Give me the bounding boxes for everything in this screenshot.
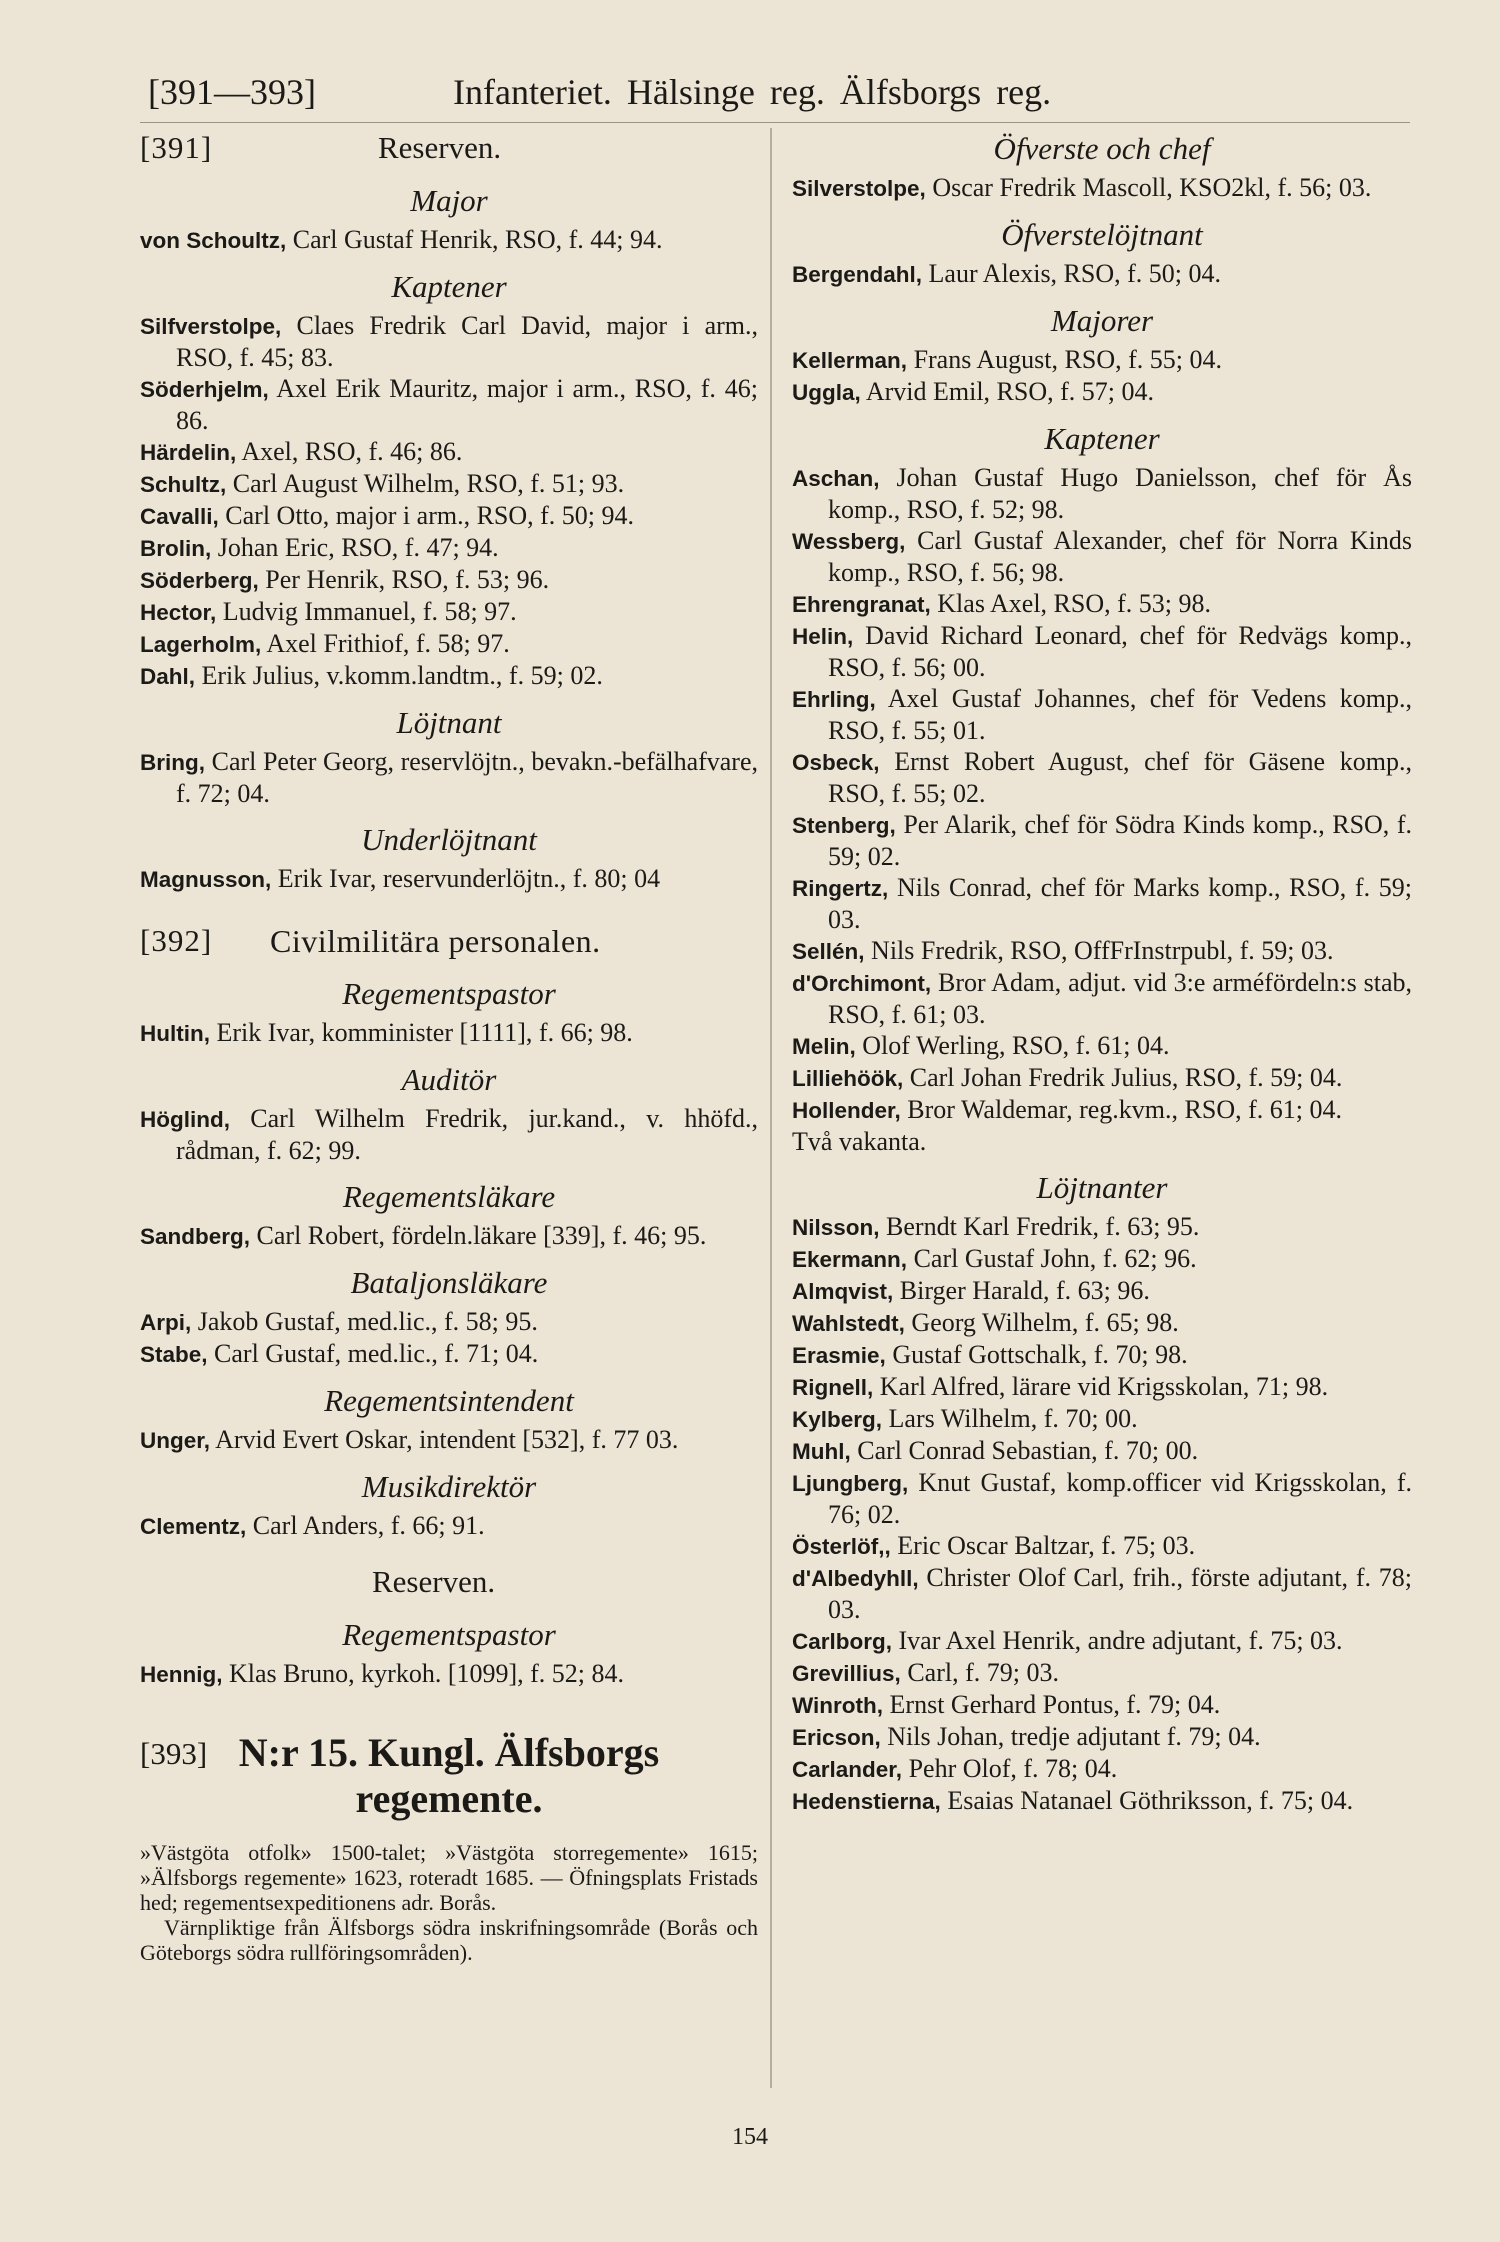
roster-entry (140, 500, 758, 532)
roster-entry (792, 1030, 1412, 1062)
roster-entry (792, 1721, 1412, 1753)
list-lt-colonel (792, 258, 1412, 290)
person-surname: Stenberg, (792, 813, 896, 838)
person-surname: Ehrengranat, (792, 592, 931, 617)
person-details: Ernst Robert August, chef för Gäsene komp., RSO, f. 55; 02. (828, 747, 1412, 808)
person-details: Axel Erik Mauritz, major i arm., RSO, f. 46; 86. (176, 374, 758, 435)
person-details: Oscar Fredrik Mascoll, KSO2kl, f. 56; 03. (932, 173, 1372, 202)
role-heading-intendant: Regementsintendent (324, 1383, 574, 1418)
regiment-title-line-2: regemente. (355, 1776, 543, 1821)
section-number: [393] (140, 1736, 208, 1771)
role-heading-auditor: Auditör (401, 1062, 497, 1097)
roster-entry (140, 628, 758, 660)
person-surname: Österlöf,, (792, 1534, 891, 1559)
person-surname: Ringertz, (792, 876, 889, 901)
person-surname: Silfverstolpe, (140, 314, 282, 339)
roster-entry (792, 462, 1412, 525)
person-details: Carl, f. 79; 03. (907, 1658, 1059, 1687)
person-surname: Söderhjelm, (140, 377, 269, 402)
list-reserve-pastor (140, 1658, 758, 1690)
person-surname: Bring, (140, 750, 205, 775)
roster-entry (792, 746, 1412, 809)
person-surname: Helin, (792, 624, 854, 649)
roster-entry (140, 1220, 758, 1252)
rank-heading-captains: Kaptener (1044, 421, 1160, 456)
person-surname: Cavalli, (140, 504, 219, 529)
person-details: Carl Gustaf Alexander, chef för Norra Kinds komp., RSO, f. 56; 98. (828, 526, 1412, 587)
person-details: Pehr Olof, f. 78; 04. (908, 1754, 1118, 1783)
list-captains (140, 310, 758, 692)
roster-entry (140, 373, 758, 436)
list-intendant (140, 1424, 758, 1456)
roster-entry (792, 1403, 1412, 1435)
section-header-reserve (140, 126, 758, 170)
roster-entry (792, 872, 1412, 935)
person-surname: Hector, (140, 600, 217, 625)
rank-heading-sublieutenant: Underlöjtnant (361, 822, 537, 857)
rank-heading-colonel: Öfverste och chef (993, 131, 1211, 166)
person-surname: Kylberg, (792, 1407, 883, 1432)
person-surname: Sandberg, (140, 1224, 251, 1249)
roster-entry (792, 1275, 1412, 1307)
list-doctor (140, 1220, 758, 1252)
roster-entry (792, 1243, 1412, 1275)
roster-entry (140, 1510, 758, 1542)
roster-entry (140, 1103, 758, 1166)
person-surname: Ehrling, (792, 687, 876, 712)
regiment-info (140, 1840, 758, 1965)
person-surname: Kellerman, (792, 348, 908, 373)
regiment-heading (140, 1730, 758, 1826)
person-details: Lars Wilhelm, f. 70; 00. (888, 1404, 1138, 1433)
person-details: Carl Gustaf Henrik, RSO, f. 44; 94. (292, 225, 663, 254)
person-details: Christer Olof Carl, frih., förste adjutant, f. 78; 03. (828, 1563, 1412, 1624)
person-details: Claes Fredrik Carl David, major i arm., RSO, f. 45; 83. (176, 311, 758, 372)
person-details: Klas Bruno, kyrkoh. [1099], f. 52; 84. (229, 1659, 625, 1688)
roster-entry (792, 967, 1412, 1030)
person-surname: d'Albedyhll, (792, 1566, 919, 1591)
regiment-info-conscripts: Värnpliktige från Älfsborgs södra inskrifningsområde (Borås och Göteborgs södra rullföringsområden). (140, 1915, 758, 1965)
section-number: [391] (140, 130, 213, 165)
person-surname: Höglind, (140, 1107, 230, 1132)
roster-entry (792, 1062, 1412, 1094)
list-pastor (140, 1017, 758, 1049)
person-surname: Osbeck, (792, 750, 880, 775)
roster-entry (140, 660, 758, 692)
list-lieutenant (140, 746, 758, 809)
person-details: Georg Wilhelm, f. 65; 98. (911, 1308, 1179, 1337)
section-title: Reserven. (378, 130, 502, 165)
person-surname: Aschan, (792, 466, 880, 491)
role-heading-battalion-doctor: Bataljonsläkare (350, 1265, 548, 1300)
person-details: Per Henrik, RSO, f. 53; 96. (265, 565, 550, 594)
roster-entry (140, 468, 758, 500)
person-surname: Hultin, (140, 1021, 210, 1046)
list-lieutenants (792, 1211, 1412, 1817)
person-details: Axel Frithiof, f. 58; 97. (266, 629, 510, 658)
person-details: Nils Johan, tredje adjutant f. 79; 04. (887, 1722, 1261, 1751)
person-surname: Muhl, (792, 1439, 851, 1464)
roster-entry (140, 1338, 758, 1370)
rank-heading-lieutenants: Löjtnanter (1036, 1170, 1168, 1205)
section-title: Reserven. (372, 1564, 496, 1599)
roster-entry (140, 863, 758, 895)
person-details: Esaias Natanael Göthriksson, f. 75; 04. (947, 1786, 1354, 1815)
page-number: 154 (732, 2124, 768, 2150)
roster-entry (140, 532, 758, 564)
roster-entry (792, 525, 1412, 588)
person-details: Axel, RSO, f. 46; 86. (241, 437, 463, 466)
regiment-info-history: »Västgöta otfolk» 1500-talet; »Västgöta storregemente» 1615; »Älfsborgs regemente» 1623, roteradt 1685. — Öfningsplats Fristads hed; regementsexpeditionens adr. Borås. (140, 1840, 758, 1915)
person-surname: Bergendahl, (792, 262, 923, 287)
person-surname: Hollender, (792, 1098, 901, 1123)
person-surname: Magnusson, (140, 867, 272, 892)
person-surname: Sellén, (792, 939, 865, 964)
roster-entry (140, 1017, 758, 1049)
person-surname: Stabe, (140, 1342, 208, 1367)
regiment-title-line-1: N:r 15. Kungl. Älfsborgs (238, 1730, 660, 1775)
list-majors (792, 344, 1412, 408)
section-header-civil (140, 919, 758, 963)
person-details: Karl Alfred, lärare vid Krigsskolan, 71; 98. (879, 1372, 1329, 1401)
person-surname: Unger, (140, 1428, 211, 1453)
roster-entry (792, 935, 1412, 967)
roster-entry (792, 1625, 1412, 1657)
person-surname: Uggla, (792, 380, 861, 405)
person-details: Carl Wilhelm Fredrik, jur.kand., v. hhöfd., rådman, f. 62; 99. (176, 1104, 758, 1165)
person-surname: Erasmie, (792, 1343, 886, 1368)
list-battalion-doctors (140, 1306, 758, 1370)
person-surname: Söderberg, (140, 568, 259, 593)
list-music (140, 1510, 758, 1542)
roster-entry (792, 1689, 1412, 1721)
role-heading-doctor: Regementsläkare (342, 1179, 556, 1214)
person-surname: Wessberg, (792, 529, 906, 554)
roster-entry (792, 1530, 1412, 1562)
person-details: David Richard Leonard, chef för Redvägs komp., RSO, f. 56; 00. (828, 621, 1412, 682)
right-column (792, 126, 1412, 1817)
person-details: Jakob Gustaf, med.lic., f. 58; 95. (197, 1307, 538, 1336)
roster-entry (792, 809, 1412, 872)
person-details: Erik Ivar, komminister [1111], f. 66; 98. (216, 1018, 633, 1047)
person-details: Arvid Evert Oskar, intendent [532], f. 77 03. (215, 1425, 679, 1454)
roster-entry (792, 344, 1412, 376)
roster-entry (792, 1467, 1412, 1530)
page-range: [391—393] (148, 72, 316, 112)
roster-entry (140, 436, 758, 468)
person-details: Erik Ivar, reservunderlöjtn., f. 80; 04 (277, 864, 661, 893)
person-details: Nils Conrad, chef för Marks komp., RSO, f. 59; 03. (828, 873, 1412, 934)
person-details: Arvid Emil, RSO, f. 57; 04. (865, 377, 1155, 406)
person-details: Carl Gustaf, med.lic., f. 71; 04. (214, 1339, 539, 1368)
role-heading-reserve-pastor: Regementspastor (342, 1617, 556, 1652)
running-title: Infanteriet. Hälsinge reg. Älfsborgs reg. (453, 72, 1052, 112)
roster-entry (140, 596, 758, 628)
list-captains (792, 462, 1412, 1126)
roster-entry (792, 1307, 1412, 1339)
roster-entry (140, 310, 758, 373)
person-details: Axel Gustaf Johannes, chef för Vedens komp., RSO, f. 55; 01. (828, 684, 1412, 745)
person-details: Gustaf Gottschalk, f. 70; 98. (892, 1340, 1188, 1369)
roster-entry (792, 683, 1412, 746)
roster-entry (792, 1211, 1412, 1243)
regiment-title (140, 1730, 758, 1822)
person-surname: Almqvist, (792, 1279, 894, 1304)
person-surname: Clementz, (140, 1514, 247, 1539)
person-surname: Härdelin, (140, 440, 237, 465)
section-title: Civilmilitära personalen. (270, 923, 601, 959)
person-details: Johan Eric, RSO, f. 47; 94. (217, 533, 499, 562)
roster-entry (792, 620, 1412, 683)
roster-entry (792, 1562, 1412, 1625)
roster-entry (792, 1785, 1412, 1817)
roster-entry (140, 564, 758, 596)
person-surname: Dahl, (140, 664, 196, 689)
person-details: Nils Fredrik, RSO, OffFrInstrpubl, f. 59; 03. (871, 936, 1334, 965)
person-details: Laur Alexis, RSO, f. 50; 04. (928, 259, 1222, 288)
person-surname: Lilliehöök, (792, 1066, 904, 1091)
person-details: Carl Otto, major i arm., RSO, f. 50; 94. (225, 501, 635, 530)
section-header-reserve-2 (140, 1560, 758, 1604)
section-number: [392] (140, 923, 213, 958)
roster-entry (792, 258, 1412, 290)
list-sublieutenant (140, 863, 758, 895)
rank-heading-captains: Kaptener (391, 269, 507, 304)
page-header (148, 66, 1408, 118)
roster-entry (792, 1094, 1412, 1126)
person-surname: Ljungberg, (792, 1471, 909, 1496)
person-details: Ludvig Immanuel, f. 58; 97. (222, 597, 517, 626)
person-surname: Melin, (792, 1034, 856, 1059)
person-surname: Schultz, (140, 472, 227, 497)
roster-entry (792, 588, 1412, 620)
roster-entry (792, 1339, 1412, 1371)
person-surname: Silverstolpe, (792, 176, 926, 201)
rank-heading-majors: Majorer (1050, 303, 1154, 338)
person-surname: d'Orchimont, (792, 971, 932, 996)
roster-entry (792, 1753, 1412, 1785)
column-divider (770, 128, 772, 2088)
rank-heading-lt-colonel: Öfverstelöjtnant (1001, 217, 1203, 252)
person-details: Carl Johan Fredrik Julius, RSO, f. 59; 04. (909, 1063, 1343, 1092)
roster-entry (792, 1371, 1412, 1403)
person-details: Olof Werling, RSO, f. 61; 04. (862, 1031, 1170, 1060)
list-colonel (792, 172, 1412, 204)
role-heading-music: Musikdirektör (361, 1469, 537, 1504)
roster-entry (140, 1658, 758, 1690)
role-heading-pastor: Regementspastor (342, 976, 556, 1011)
person-details: Carl Peter Georg, reservlöjtn., bevakn.-befälhafvare, f. 72; 04. (176, 747, 759, 808)
person-surname: Hennig, (140, 1662, 223, 1687)
person-details: Carl Anders, f. 66; 91. (252, 1511, 485, 1540)
vacancy-note: Två vakanta. (792, 1127, 927, 1156)
person-details: Erik Julius, v.komm.landtm., f. 59; 02. (201, 661, 603, 690)
person-details: Frans August, RSO, f. 55; 04. (913, 345, 1222, 374)
person-details: Birger Harald, f. 63; 96. (899, 1276, 1150, 1305)
person-details: Ernst Gerhard Pontus, f. 79; 04. (889, 1690, 1221, 1719)
roster-entry (140, 224, 758, 256)
left-column (140, 126, 758, 1965)
person-surname: Nilsson, (792, 1215, 880, 1240)
person-details: Bror Waldemar, reg.kvm., RSO, f. 61; 04. (907, 1095, 1342, 1124)
person-surname: Carlander, (792, 1757, 903, 1782)
person-surname: Grevillius, (792, 1661, 901, 1686)
roster-entry (792, 376, 1412, 408)
rank-heading-major: Major (410, 183, 488, 218)
person-details: Carl August Wilhelm, RSO, f. 51; 93. (232, 469, 625, 498)
person-details: Eric Oscar Baltzar, f. 75; 03. (897, 1531, 1196, 1560)
person-surname: Arpi, (140, 1310, 192, 1335)
person-surname: Ekermann, (792, 1247, 908, 1272)
person-details: Knut Gustaf, komp.officer vid Krigsskolan, f. 76; 02. (828, 1468, 1413, 1529)
person-details: Johan Gustaf Hugo Danielsson, chef för Ås komp., RSO, f. 52; 98. (828, 463, 1412, 524)
person-surname: Wahlstedt, (792, 1311, 905, 1336)
person-surname: Ericson, (792, 1725, 881, 1750)
roster-entry (140, 1424, 758, 1456)
person-surname: Carlborg, (792, 1629, 893, 1654)
rank-heading-lieutenant: Löjtnant (396, 705, 502, 740)
roster-entry (140, 1306, 758, 1338)
person-details: Bror Adam, adjut. vid 3:e arméfördeln:s stab, RSO, f. 61; 03. (828, 968, 1412, 1029)
roster-entry (792, 1657, 1412, 1689)
person-details: Carl Gustaf John, f. 62; 96. (913, 1244, 1197, 1273)
person-details: Klas Axel, RSO, f. 53; 98. (937, 589, 1212, 618)
person-surname: Brolin, (140, 536, 212, 561)
person-surname: Hedenstierna, (792, 1789, 941, 1814)
list-auditor (140, 1103, 758, 1166)
person-details: Carl Conrad Sebastian, f. 70; 00. (857, 1436, 1199, 1465)
person-surname: von Schoultz, (140, 228, 287, 253)
roster-entry (792, 1435, 1412, 1467)
person-details: Carl Robert, fördeln.läkare [339], f. 46; 95. (256, 1221, 707, 1250)
person-surname: Lagerholm, (140, 632, 262, 657)
person-surname: Winroth, (792, 1693, 884, 1718)
list-major (140, 224, 758, 256)
person-details: Per Alarik, chef för Södra Kinds komp., RSO, f. 59; 02. (828, 810, 1412, 871)
person-details: Ivar Axel Henrik, andre adjutant, f. 75; 03. (898, 1626, 1343, 1655)
header-rule (140, 122, 1410, 123)
roster-entry (140, 746, 758, 809)
person-surname: Rignell, (792, 1375, 874, 1400)
person-details: Berndt Karl Fredrik, f. 63; 95. (886, 1212, 1200, 1241)
roster-entry (792, 172, 1412, 204)
